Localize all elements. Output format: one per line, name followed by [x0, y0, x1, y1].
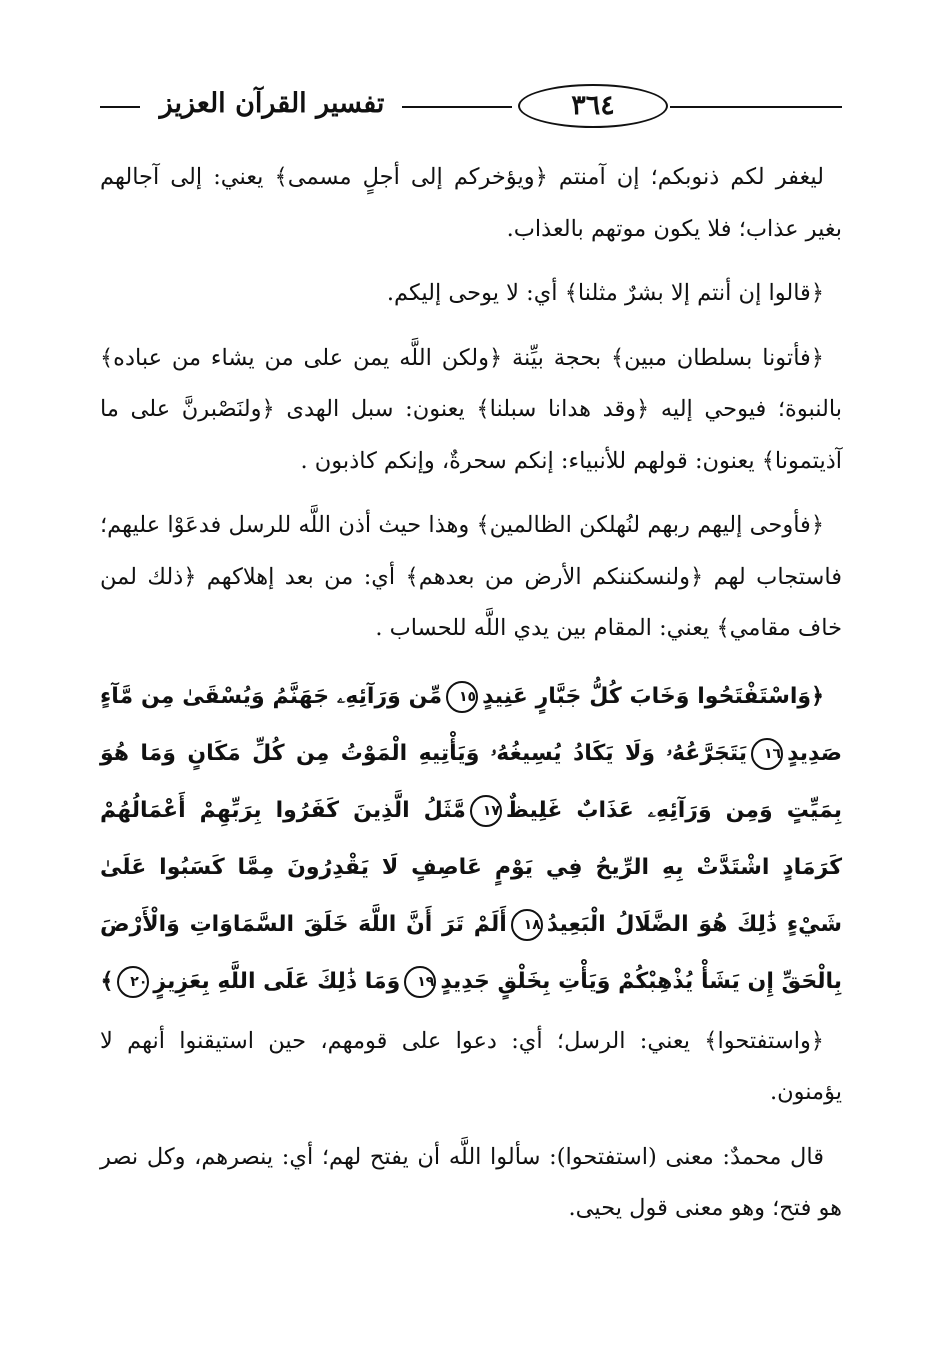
page-header [100, 82, 842, 128]
running-title: تفسير القرآن العزيز [159, 88, 385, 119]
ayah-number-marker: ١٥ [446, 681, 478, 713]
verse-text: مِّن وَرَآئِهِۦ جَهَنَّمُ وَيُسْقَىٰ مِن مَّآءٍ صَدِيدٍ [100, 683, 842, 766]
paragraph: ﴿فأتونا بسلطان مبين﴾ بحجة بيِّنة ﴿ولكن اللَّه يمن على من يشاء من عباده﴾ بالنبوة؛ فيوحي إليه ﴿وقد هدانا سبلنا﴾ يعنون: سبل الهدى ﴿ولنَصْبرنَّ على ما آذيتمونا﴾ يعنون: قولهم للأنبياء: إنكم سحرةٌ، وإنكم كاذبون . [100, 344, 842, 474]
verse-text: ﴿وَاسْتَفْتَحُوا وَخَابَ كُلُّ جَبَّارٍ عَنِيدٍ [482, 683, 824, 709]
ayah-number-marker: ١٧ [470, 795, 502, 827]
paragraph: ﴿واستفتحوا﴾ يعني: الرسل؛ أي: دعوا على قومهم، حين استيقنوا أنهم لا يؤمنون. [100, 1027, 842, 1105]
paragraph: ليغفر لكم ذنوبكم؛ إن آمنتم ﴿ويؤخركم إلى أجلٍ مسمى﴾ يعني: إلى آجالهم بغير عذاب؛ فلا يكون موتهم بالعذاب. [100, 164, 842, 242]
ayah-number-marker: ٢٠ [117, 966, 149, 998]
verse-text: يَتَجَرَّعُهُۥ وَلَا يَكَادُ يُسِيغُهُۥ وَيَأْتِيهِ الْمَوْتُ مِن كُلِّ مَكَانٍ وَمَا هُوَ بِمَيِّتٍ وَمِن وَرَآئِهِۦ عَذَابٌ غَلِيظٌ [100, 740, 842, 823]
verse-text: أَلَمْ تَرَ أَنَّ اللَّهَ خَلَقَ السَّمَاوَاتِ وَالْأَرْضَ بِالْحَقِّ إِن يَشَأْ يُذْهِبْكُمْ وَيَأْتِ بِخَلْقٍ جَدِيدٍ [100, 911, 842, 994]
paragraph: ﴿فأوحى إليهم ربهم لنُهلكن الظالمين﴾ وهذا حيث أذن اللَّه للرسل فدعَوْا عليهم؛ فاستجاب لهم ﴿ولنسكننكم الأرض من بعدهم﴾ أي: من بعد إهلاكهم ﴿ذلك لمن خاف مقامي﴾ يعني: المقام بين يدي اللَّه للحساب . [100, 512, 842, 641]
ayah-number-marker: ١٨ [511, 909, 543, 941]
verse-text: مَّثَلُ الَّذِينَ كَفَرُوا بِرَبِّهِمْ أَعْمَالُهُمْ كَرَمَادٍ اشْتَدَّتْ بِهِ الرِّيحُ فِي يَوْمٍ عَاصِفٍ لَا يَقْدِرُونَ مِمَّا كَسَبُوا عَلَىٰ شَيْءٍ ذَٰلِكَ هُوَ الضَّلَالُ الْبَعِيدُ [100, 797, 842, 937]
ayah-number-marker: ١٩ [404, 966, 436, 998]
verse-text: وَمَا ذَٰلِكَ عَلَى اللَّهِ بِعَزِيزٍ [153, 968, 401, 994]
header-rule-left [100, 106, 140, 108]
paragraph: قال محمدٌ: معنى (استفتحوا): سألوا اللَّه أن يفتح لهم؛ أي: ينصرهم، وكل نصر هو فتح؛ وهو معنى قول يحيى. [100, 1143, 842, 1221]
ayah-number-marker: ١٦ [751, 738, 783, 770]
header-rule-middle [402, 106, 512, 108]
page-number: ٣٦٤ [518, 84, 668, 128]
header-rule-right [670, 106, 842, 108]
paragraph: ﴿قالوا إن أنتم إلا بشرٌ مثلنا﴾ أي: لا يوحى إليكم. [386, 280, 824, 306]
page-body [100, 152, 842, 1248]
verse-closing-bracket: ﴾ [100, 968, 114, 994]
quran-verses [100, 668, 842, 1010]
